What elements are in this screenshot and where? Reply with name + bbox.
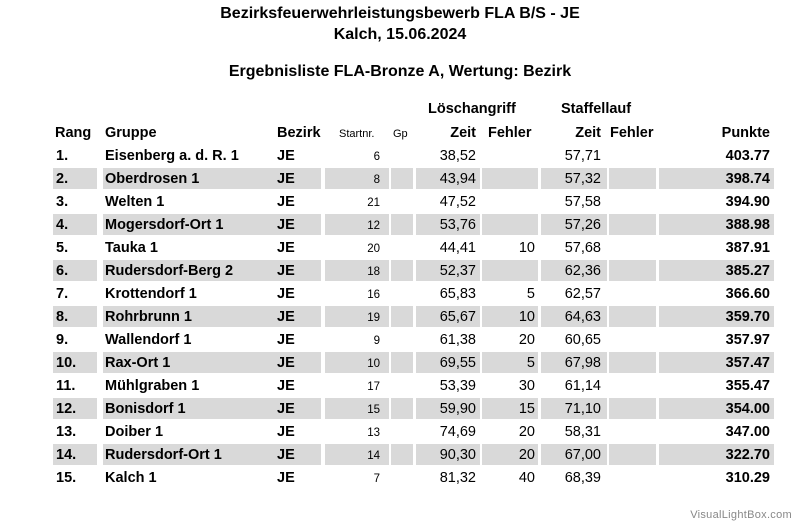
table-row	[53, 214, 774, 235]
row-shading	[391, 444, 413, 465]
cell-punkte: 388.98	[725, 217, 770, 233]
cell-bezirk: JE	[277, 378, 295, 394]
cell-gruppe: Mühlgraben 1	[105, 378, 200, 394]
cell-fehler-loeschangriff: 5	[526, 286, 535, 302]
row-shading	[609, 306, 656, 327]
header-gp: Gp	[393, 128, 408, 140]
cell-zeit-staffellauf: 57,71	[564, 148, 601, 164]
cell-startnr: 17	[367, 381, 380, 393]
cell-rang: 1.	[56, 148, 69, 164]
cell-punkte: 322.70	[725, 447, 770, 463]
cell-gruppe: Rohrbrunn 1	[105, 309, 192, 325]
cell-rang: 5.	[56, 240, 69, 256]
cell-zeit-staffellauf: 68,39	[564, 470, 601, 486]
cell-zeit-loeschangriff: 74,69	[439, 424, 476, 440]
cell-zeit-staffellauf: 57,58	[564, 194, 601, 210]
cell-bezirk: JE	[277, 470, 295, 486]
cell-rang: 12.	[56, 401, 77, 417]
cell-zeit-loeschangriff: 44,41	[439, 240, 476, 256]
row-shading	[391, 214, 413, 235]
cell-bezirk: JE	[277, 447, 295, 463]
row-shading	[391, 352, 413, 373]
document-title: Bezirksfeuerwehrleistungsbewerb FLA B/S - JE	[220, 5, 580, 22]
cell-punkte: 394.90	[725, 194, 770, 210]
row-shading	[609, 398, 656, 419]
cell-zeit-staffellauf: 64,63	[564, 309, 601, 325]
cell-fehler-loeschangriff: 5	[526, 355, 535, 371]
cell-bezirk: JE	[277, 171, 295, 187]
cell-zeit-staffellauf: 57,26	[564, 217, 601, 233]
cell-startnr: 21	[367, 197, 380, 209]
cell-zeit-staffellauf: 67,98	[564, 355, 601, 371]
cell-zeit-loeschangriff: 61,38	[439, 332, 476, 348]
row-shading	[609, 168, 656, 189]
cell-zeit-staffellauf: 62,57	[564, 286, 601, 302]
cell-punkte: 403.77	[725, 148, 770, 164]
cell-zeit-staffellauf: 71,10	[564, 401, 601, 417]
cell-bezirk: JE	[277, 424, 295, 440]
table-row	[53, 168, 774, 189]
cell-zeit-loeschangriff: 59,90	[439, 401, 476, 417]
table-row	[53, 375, 774, 396]
cell-fehler-loeschangriff: 10	[518, 240, 535, 256]
cell-startnr: 10	[367, 358, 380, 370]
cell-rang: 13.	[56, 424, 77, 440]
row-shading	[609, 260, 656, 281]
results-subtitle: Ergebnisliste FLA-Bronze A, Wertung: Bezirk	[228, 63, 572, 80]
cell-zeit-loeschangriff: 69,55	[439, 355, 476, 371]
row-shading	[391, 306, 413, 327]
cell-rang: 7.	[56, 286, 69, 302]
cell-gruppe: Wallendorf 1	[105, 332, 192, 348]
cell-zeit-staffellauf: 60,65	[564, 332, 601, 348]
cell-punkte: 355.47	[725, 378, 770, 394]
row-shading	[609, 214, 656, 235]
row-shading	[609, 352, 656, 373]
cell-bezirk: JE	[277, 194, 295, 210]
cell-zeit-staffellauf: 67,00	[564, 447, 601, 463]
cell-punkte: 310.29	[725, 470, 770, 486]
row-shading	[482, 260, 538, 281]
cell-startnr: 13	[367, 427, 380, 439]
cell-punkte: 387.91	[725, 240, 770, 256]
table-row	[53, 306, 774, 327]
cell-zeit-loeschangriff: 53,39	[439, 378, 476, 394]
cell-gruppe: Rax-Ort 1	[105, 355, 171, 371]
table-row	[53, 352, 774, 373]
cell-zeit-staffellauf: 62,36	[564, 263, 601, 279]
cell-gruppe: Doiber 1	[105, 424, 164, 440]
cell-bezirk: JE	[277, 217, 295, 233]
row-shading	[609, 444, 656, 465]
cell-zeit-staffellauf: 58,31	[564, 424, 601, 440]
cell-startnr: 16	[367, 289, 380, 301]
header-gruppe: Gruppe	[105, 125, 157, 141]
table-row	[53, 421, 774, 442]
cell-gruppe: Rudersdorf-Ort 1	[105, 447, 222, 463]
cell-bezirk: JE	[277, 148, 295, 164]
cell-zeit-staffellauf: 57,32	[564, 171, 601, 187]
cell-fehler-loeschangriff: 40	[518, 470, 535, 486]
cell-punkte: 359.70	[725, 309, 770, 325]
row-shading	[391, 168, 413, 189]
cell-gruppe: Rudersdorf-Berg 2	[105, 263, 234, 279]
cell-rang: 15.	[56, 470, 77, 486]
cell-rang: 9.	[56, 332, 69, 348]
header-punkte: Punkte	[721, 125, 770, 141]
cell-zeit-loeschangriff: 90,30	[439, 447, 476, 463]
cell-startnr: 12	[367, 220, 380, 232]
cell-fehler-loeschangriff: 20	[518, 332, 535, 348]
table-row	[53, 398, 774, 419]
cell-startnr: 9	[373, 335, 380, 347]
cell-startnr: 7	[373, 473, 380, 485]
cell-startnr: 6	[373, 151, 380, 163]
cell-punkte: 357.47	[725, 355, 770, 371]
cell-zeit-loeschangriff: 43,94	[439, 171, 476, 187]
table-row	[53, 191, 774, 212]
cell-punkte: 354.00	[725, 401, 770, 417]
cell-rang: 14.	[56, 447, 77, 463]
cell-fehler-loeschangriff: 20	[518, 424, 535, 440]
cell-startnr: 15	[367, 404, 380, 416]
header-fehler-staffellauf: Fehler	[610, 125, 654, 141]
cell-zeit-loeschangriff: 65,67	[439, 309, 476, 325]
cell-startnr: 20	[367, 243, 380, 255]
cell-gruppe: Bonisdorf 1	[105, 401, 186, 417]
cell-zeit-staffellauf: 57,68	[564, 240, 601, 256]
cell-fehler-loeschangriff: 15	[518, 401, 535, 417]
header-startnr: Startnr.	[339, 128, 375, 140]
cell-bezirk: JE	[277, 286, 295, 302]
cell-zeit-loeschangriff: 47,52	[439, 194, 476, 210]
cell-rang: 8.	[56, 309, 69, 325]
cell-zeit-loeschangriff: 65,83	[439, 286, 476, 302]
cell-gruppe: Eisenberg a. d. R. 1	[105, 148, 239, 164]
cell-bezirk: JE	[277, 401, 295, 417]
table-row	[53, 237, 774, 258]
header-staffellauf: Staffellauf	[561, 101, 632, 117]
cell-fehler-loeschangriff: 10	[518, 309, 535, 325]
cell-gruppe: Oberdrosen 1	[105, 171, 200, 187]
row-shading	[391, 260, 413, 281]
cell-rang: 10.	[56, 355, 77, 371]
cell-zeit-loeschangriff: 52,37	[439, 263, 476, 279]
cell-startnr: 14	[367, 450, 380, 462]
event-location-date: Kalch, 15.06.2024	[333, 26, 467, 43]
cell-zeit-staffellauf: 61,14	[564, 378, 601, 394]
cell-bezirk: JE	[277, 355, 295, 371]
cell-zeit-loeschangriff: 53,76	[439, 217, 476, 233]
watermark: VisualLightBox.com	[690, 509, 792, 521]
cell-punkte: 366.60	[725, 286, 770, 302]
row-shading	[391, 398, 413, 419]
cell-rang: 4.	[56, 217, 69, 233]
table-row	[53, 283, 774, 304]
cell-bezirk: JE	[277, 309, 295, 325]
row-shading	[482, 168, 538, 189]
cell-gruppe: Mogersdorf-Ort 1	[105, 217, 224, 233]
cell-rang: 3.	[56, 194, 69, 210]
cell-bezirk: JE	[277, 240, 295, 256]
cell-bezirk: JE	[277, 332, 295, 348]
cell-bezirk: JE	[277, 263, 295, 279]
cell-punkte: 398.74	[725, 171, 770, 187]
cell-startnr: 19	[367, 312, 380, 324]
table-row	[53, 444, 774, 465]
cell-punkte: 347.00	[725, 424, 770, 440]
table-row	[53, 260, 774, 281]
row-shading	[482, 214, 538, 235]
cell-zeit-loeschangriff: 38,52	[439, 148, 476, 164]
cell-fehler-loeschangriff: 30	[518, 378, 535, 394]
cell-gruppe: Welten 1	[105, 194, 165, 210]
header-zeit-loeschangriff: Zeit	[450, 125, 476, 141]
cell-gruppe: Krottendorf 1	[105, 286, 197, 302]
cell-rang: 2.	[56, 171, 69, 187]
header-zeit-staffellauf: Zeit	[575, 125, 601, 141]
cell-startnr: 18	[367, 266, 380, 278]
table-row	[53, 145, 774, 166]
cell-fehler-loeschangriff: 20	[518, 447, 535, 463]
cell-punkte: 385.27	[725, 263, 770, 279]
cell-gruppe: Kalch 1	[105, 470, 157, 486]
cell-gruppe: Tauka 1	[105, 240, 158, 256]
header-rang: Rang	[55, 125, 92, 141]
cell-rang: 11.	[56, 378, 76, 394]
header-loeschangriff: Löschangriff	[428, 101, 516, 117]
header-fehler-loeschangriff: Fehler	[488, 125, 532, 141]
header-bezirk: Bezirk	[277, 125, 321, 141]
cell-rang: 6.	[56, 263, 69, 279]
cell-startnr: 8	[373, 174, 380, 186]
table-row	[53, 467, 774, 488]
cell-punkte: 357.97	[725, 332, 770, 348]
cell-zeit-loeschangriff: 81,32	[439, 470, 476, 486]
table-row	[53, 329, 774, 350]
